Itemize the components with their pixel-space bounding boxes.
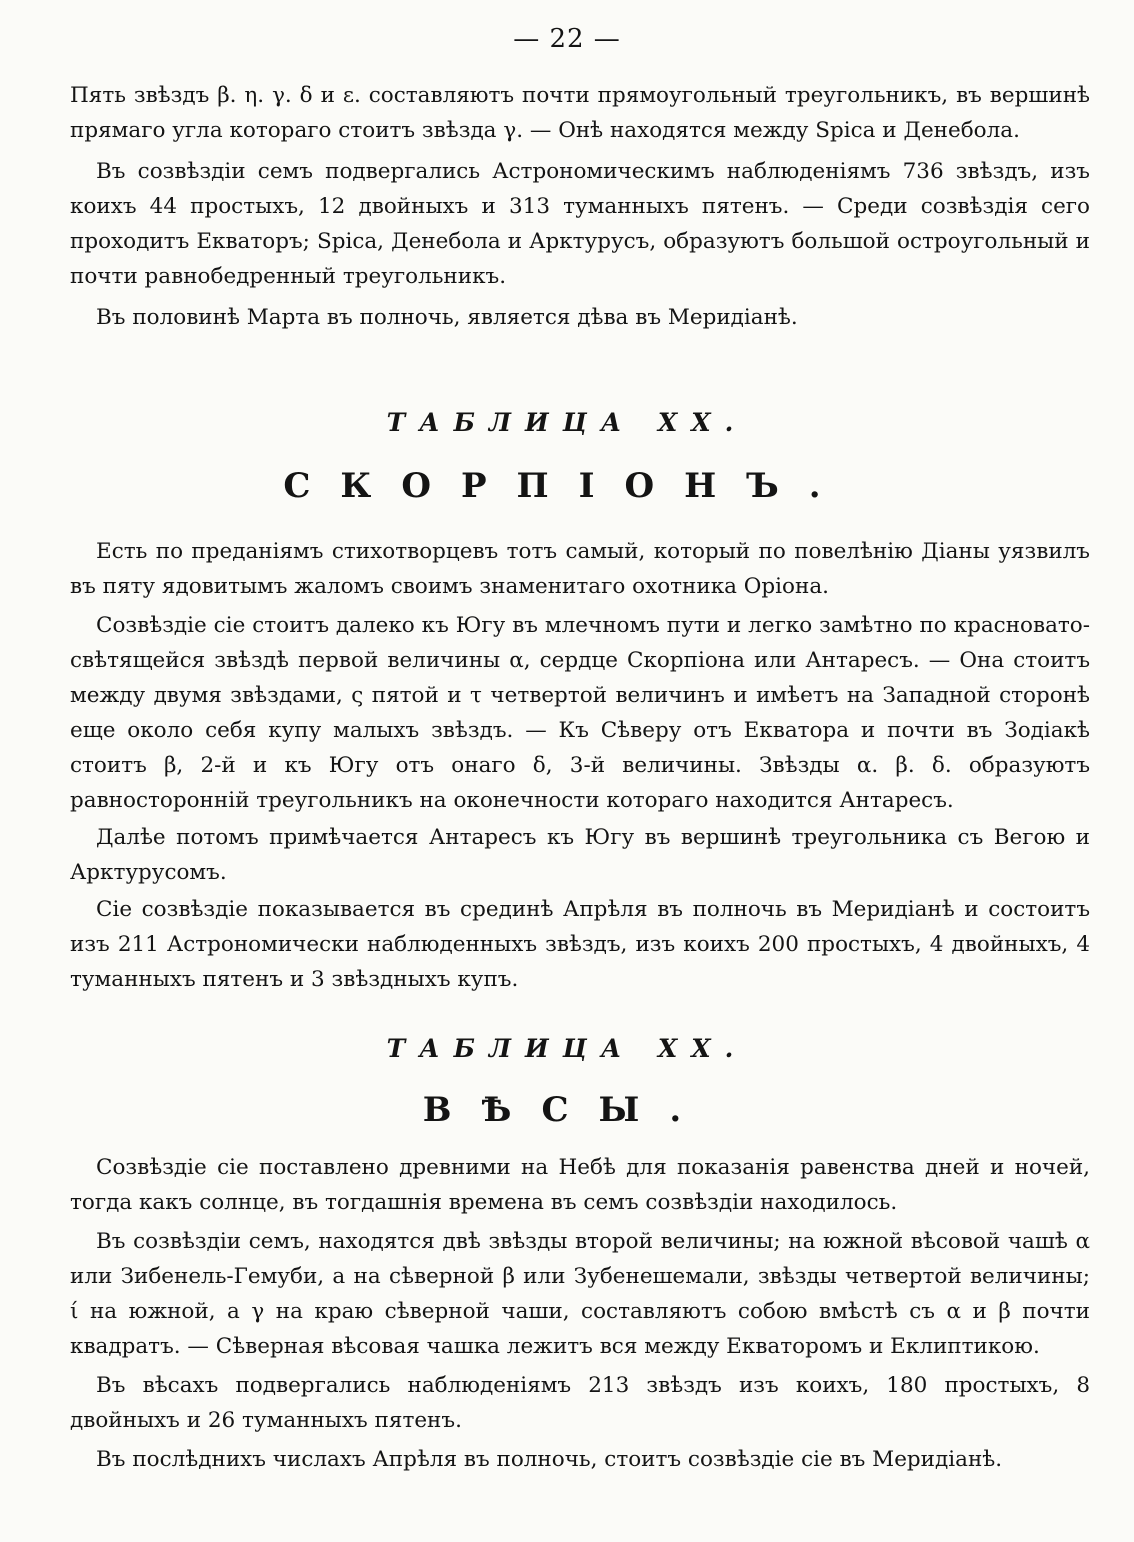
- scorpio-paragraph-4: Сіе созвѣздіе показывается въ срединѣ Апрѣля въ полночь въ Меридіанѣ и состоитъ изъ 211 Астрономически наблюденныхъ звѣздъ, изъ коихъ 200 простыхъ, 4 двойныхъ, 4 туманныхъ пятенъ и 3 звѣздныхъ купъ.: [70, 897, 1090, 992]
- scorpio-paragraph-2: Созвѣздіе сіе стоитъ далеко къ Югу въ млечномъ пути и легко замѣтно по красновато-свѣтящейся звѣздѣ первой величины α, сердце Скорпіона или Антаресъ. — Она стоитъ между двумя звѣздами, ς пятой и τ четвертой величинъ и имѣетъ на Западной сторонѣ еще около себя купу малыхъ звѣздъ. — Къ Сѣверу отъ Екватора и почти въ Зодіакѣ стоитъ β, 2-й и къ Югу отъ онаго δ, 3-й величины. Звѣзды α. β. δ. образуютъ равносторонній треугольникъ на оконечности котораго находится Антаресъ.: [70, 613, 1090, 813]
- libra-paragraph-1: Созвѣздіе сіе поставлено древними на Небѣ для показанія равенства дней и ночей, тогда какъ солнце, въ тогдашнія времена въ семъ созвѣздіи находилось.: [70, 1155, 1090, 1215]
- intro-paragraph-3: Въ половинѣ Марта въ полночь, является дѣва въ Меридіанѣ.: [96, 305, 798, 330]
- section-title-scorpio: СКОРПІОНЪ.: [283, 466, 851, 506]
- libra-paragraph-3: Въ вѣсахъ подвергались наблюденіямъ 213 звѣздъ изъ коихъ, 180 простыхъ, 8 двойныхъ и 26 туманныхъ пятенъ.: [70, 1373, 1090, 1433]
- scorpio-paragraph-1: Есть по преданіямъ стихотворцевъ тотъ самый, который по повелѣнію Діаны уязвилъ въ пяту ядовитымъ жаломъ своимъ знаменитаго охотника Оріона.: [70, 539, 1090, 599]
- libra-paragraph-2: Въ созвѣздіи семъ, находятся двѣ звѣзды второй величины; на южной вѣсовой чашѣ α или Зибенель-Гемуби, а на сѣверной β или Зубенешемали, звѣзды четвертой величины; ί на южной, а γ на краю сѣверной чаши, составляютъ собою вмѣстѣ съ α и β почти квадратъ. — Сѣверная вѣсовая чашка лежитъ вся между Екваторомъ и Еклиптикою.: [70, 1229, 1090, 1359]
- page-number: — 22 —: [513, 24, 621, 54]
- intro-paragraph-2: Въ созвѣздіи семъ подвергались Астрономическимъ наблюденіямъ 736 звѣздъ, изъ коихъ 44 простыхъ, 12 двойныхъ и 313 туманныхъ пятенъ. — Среди созвѣздія сего проходитъ Екваторъ; Spica, Денебола и Арктурусъ, образуютъ большой остроугольный и почти равнобедренный треугольникъ.: [70, 159, 1090, 289]
- libra-paragraph-4: Въ послѣднихъ числахъ Апрѣля въ полночь, стоитъ созвѣздіе сіе въ Меридіанѣ.: [96, 1447, 1003, 1472]
- intro-paragraph-1: Пять звѣздъ β. η. γ. δ и ε. составляютъ почти прямоугольный треугольникъ, въ вершинѣ прямаго угла котораго стоитъ звѣзда γ. — Онѣ находятся между Spica и Денебола.: [70, 83, 1090, 143]
- section-label-scorpio: ТАБЛИЦА XX.: [386, 408, 748, 437]
- section-title-libra: ВѢСЫ.: [422, 1090, 712, 1130]
- scorpio-text: [70, 534, 1090, 997]
- section-label-libra: ТАБЛИЦА XX.: [386, 1034, 748, 1063]
- intro-text: [70, 78, 1090, 335]
- scorpio-paragraph-3: Далѣе потомъ примѣчается Антаресъ къ Югу въ вершинѣ треугольника съ Вегою и Арктурусомъ.: [70, 825, 1090, 885]
- libra-text: [70, 1150, 1090, 1477]
